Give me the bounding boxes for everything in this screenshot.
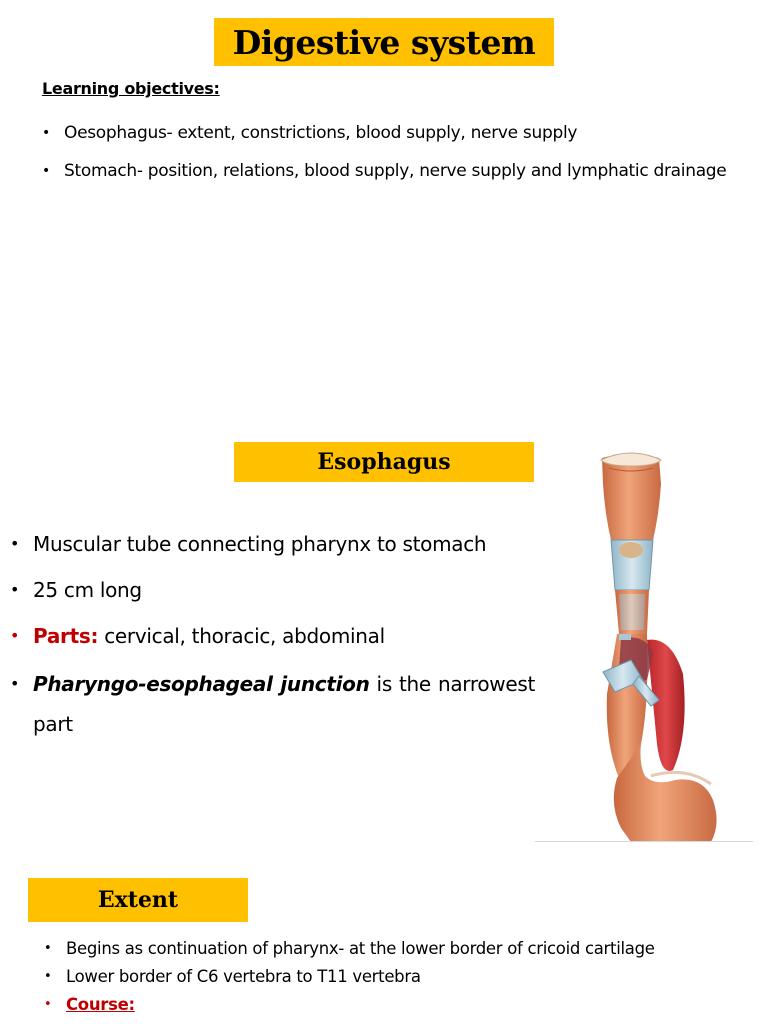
list-item [10,620,535,652]
learning-objectives-heading: Learning objectives: [42,79,220,98]
list-item: • Oesophagus- extent, constrictions, blood supply, nerve supply [42,116,732,150]
junction-text: is the narrowest part [33,672,535,736]
illustration-baseline [535,841,753,842]
esophagus-stomach-illustration [535,444,753,842]
course-label: Course: [66,995,135,1014]
extent-heading: Extent [28,878,248,922]
parts-text: cervical, thoracic, abdominal [98,624,385,648]
junction-label: Pharyngo-esophageal junction [33,672,370,696]
list-item: • 25 cm long [10,574,535,606]
learning-objectives-list [42,116,732,192]
list-item: • Lower border of C6 vertebra to T11 vertebra [44,963,764,991]
page-title: Digestive system [214,18,554,66]
list-item: • Muscular tube connecting pharynx to stomach [10,528,535,560]
list-item: • Begins as continuation of pharynx- at the lower border of cricoid cartilage [44,935,764,963]
list-item [44,991,764,1019]
esophagus-heading: Esophagus [234,442,534,482]
esophagus-list [10,528,535,758]
parts-label: Parts: [33,624,99,648]
list-item [10,664,535,744]
extent-list [44,935,764,1019]
list-item: • Stomach- position, relations, blood supply, nerve supply and lymphatic drainage [42,154,732,188]
